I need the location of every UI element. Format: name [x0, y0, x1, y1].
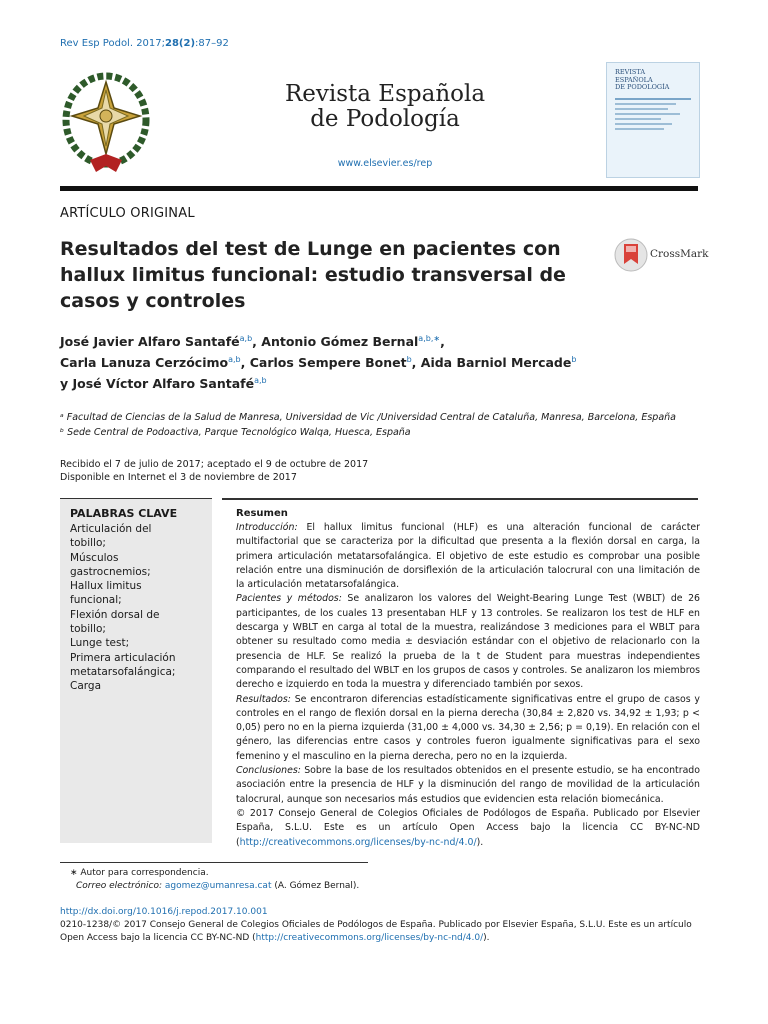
- author-name: Aida Barniol Mercade: [420, 355, 572, 371]
- section-label: Introducción:: [236, 522, 298, 533]
- header-divider: [60, 186, 698, 191]
- author-name: José Javier Alfaro Santafé: [60, 334, 240, 350]
- abstract-copyright: [236, 807, 700, 850]
- keyword-line: tobillo;: [70, 623, 106, 636]
- section-label: Conclusiones:: [236, 765, 301, 777]
- abstract-conclusions: [236, 764, 700, 807]
- online-date: Disponible en Internet el 3 de noviembre de 2017: [60, 472, 297, 483]
- keyword-line: Flexión dorsal de: [70, 608, 160, 621]
- abstract-results: [236, 693, 700, 764]
- section-text: Se encontraron diferencias estadísticamente significativas entre el grupo de casos y controles en el rango de flexión dorsal en la pierna derecha (30,84 ± 2,820 vs. 34,92 ± 1,93; p < 0,05) pero no en la pierna izquierda (31,00 ± 4,000 vs. 34,30 ± 2,56; p = 0,19). En relación con el género, las diferencias entre casos y controles fueron igualmente significativas para el sexo femenino y el masculino en la pierna derecha, pero no en la izquierda.: [236, 693, 700, 762]
- cover-title-line2: ESPAÑOLA: [615, 75, 653, 84]
- citation-volume: 28(2): [165, 38, 196, 49]
- footnote: [60, 867, 700, 893]
- article-dates: [60, 458, 368, 484]
- author-separator: ,: [411, 355, 421, 371]
- affiliation-b: ᵇ Sede Central de Podoactiva, Parque Tecnológico Walqa, Huesca, España: [60, 427, 411, 438]
- section-label: Resultados:: [236, 693, 291, 705]
- abstract-divider: [222, 498, 698, 500]
- crossmark-icon[interactable]: [614, 238, 648, 272]
- email-owner: (A. Gómez Bernal).: [271, 881, 360, 891]
- crossmark-label[interactable]: CrossMark: [650, 248, 709, 260]
- article-title: Resultados del test de Lunge en pacientes con hallux limitus funcional: estudio transversal de casos y controles: [60, 238, 566, 312]
- cover-title-line3: DE PODOLOGÍA: [615, 83, 670, 91]
- keywords-list: [70, 522, 210, 694]
- section-text: Se analizaron los valores del Weight-Bearing Lunge Test (WBLT) de 26 participantes, de los cuales 13 presentaban HLF y 13 controles. Se realizaron los test de HLF en descarga y WBLT en carga al total de la muestra, realizándose 3 mediciones para el WBLT para obtener su resultado como media ± desviación estándar con el objetivo de relacionarlo con la presencia de HLF. Se realizó la prueba de la t de Student para muestras independientes comparando el resultado del WBLT en los grupos de casos y controles. Se analizaron los miembros derecho e izquierdo en toda la muestra y diferenciado también por sexos.: [236, 593, 701, 691]
- section-label: Pacientes y métodos:: [236, 593, 342, 605]
- society-emblem-logo: [60, 68, 152, 176]
- author-separator: ,: [440, 334, 445, 350]
- section-text: El hallux limitus funcional (HLF) es una alteración funcional de carácter multifactorial que se caracteriza por la dificultad que presenta a la flexión dorsal en carga, la primera articulación metatarsofalángica. El objetivo de este estudio es comprobar una posible relación entre una disminución de dorsiflexión de la articulación talocrural con una limitación de la articulación metatarsofalángica.: [236, 522, 700, 591]
- email-link[interactable]: agomez@umanresa.cat: [164, 881, 272, 891]
- author-name: Antonio Gómez Bernal: [261, 334, 419, 350]
- received-date: Recibido el 7 de julio de 2017; aceptado el 9 de octubre de 2017: [60, 459, 369, 470]
- author-name: Carlos Sempere Bonet: [249, 355, 407, 371]
- keyword-line: gastrocnemios;: [70, 565, 151, 578]
- journal-title-line2: de Podología: [310, 106, 460, 132]
- keyword-line: Articulación del: [70, 523, 152, 535]
- journal-citation: [60, 38, 229, 49]
- author-name: Carla Lanuza Cerzócimo: [60, 355, 229, 371]
- affiliations: [60, 410, 710, 440]
- footnote-divider: [60, 862, 368, 863]
- article-type: ARTÍCULO ORIGINAL: [60, 206, 195, 221]
- author-affil[interactable]: a,b: [239, 334, 253, 343]
- abstract-introduction: [236, 521, 700, 592]
- citation-journal: Rev Esp Podol. 2017;: [60, 38, 166, 49]
- author-name: y José Víctor Alfaro Santafé: [60, 376, 255, 392]
- section-text: Sobre la base de los resultados obtenidos en el presente estudio, se ha encontrado asociación entre la presencia de HLF y la disminución del rango de movilidad de la articulación talocrural, aunque son necesarios más estudios que evidencien esta relación biomecánica.: [236, 765, 700, 805]
- keyword-line: tobillo;: [70, 537, 106, 550]
- abstract-body: [236, 521, 700, 850]
- author-affil[interactable]: a,b: [228, 355, 241, 365]
- abstract-methods: [236, 592, 700, 692]
- keyword-line: Lunge test;: [70, 637, 130, 650]
- keyword-line: Hallux limitus: [70, 580, 142, 593]
- keyword-line: metatarsofalángica;: [70, 665, 176, 678]
- journal-title: [200, 82, 570, 132]
- article-footer: [60, 906, 710, 945]
- author-affil[interactable]: a,b: [254, 376, 267, 386]
- author-affil[interactable]: b: [571, 355, 577, 365]
- keyword-line: funcional;: [70, 594, 122, 607]
- license-footer-link[interactable]: http://creativecommons.org/licenses/by-nc-nd/4.0/: [255, 933, 484, 943]
- affiliation-a: ᵃ Facultad de Ciencias de la Salud de Manresa, Universidad de Vic /Universidad Central de Cataluña, Manresa, Barcelona, España: [60, 412, 676, 423]
- email-label: Correo electrónico:: [76, 881, 163, 891]
- journal-cover-thumbnail: [606, 62, 700, 178]
- author-separator: ,: [252, 334, 262, 350]
- keyword-line: Primera articulación: [70, 651, 176, 664]
- license-footer: [60, 919, 710, 945]
- keywords-heading: PALABRAS CLAVE: [70, 507, 178, 520]
- email-line: [60, 880, 700, 893]
- license-link[interactable]: http://creativecommons.org/licenses/by-nc-nd/4.0/: [239, 836, 477, 848]
- journal-title-line1: Revista Española: [284, 81, 486, 107]
- copyright-text: © 2017 Consejo General de Colegios Oficiales de Podólogos de España. Publicado por Elsevier España, S.L.U. Este es un artículo Open Access bajo la licencia CC BY-NC-ND (: [236, 807, 700, 848]
- correspondence-note: ∗ Autor para correspondencia.: [70, 868, 209, 878]
- keyword-line: Músculos: [70, 551, 119, 564]
- journal-url-link[interactable]: www.elsevier.es/rep: [337, 158, 433, 169]
- citation-pages: :87–92: [195, 38, 229, 49]
- author-list: [60, 330, 700, 393]
- author-affil[interactable]: b: [406, 355, 412, 365]
- copyright-end: ).: [476, 836, 484, 848]
- license-text: 0210-1238/© 2017 Consejo General de Colegios Oficiales de Podólogos de España. Publicado por Elsevier España, S.L.U. Este es un artículo Open Access bajo la licencia CC BY-NC-ND (: [60, 920, 692, 943]
- doi-link[interactable]: http://dx.doi.org/10.1016/j.repod.2017.10.001: [60, 907, 268, 917]
- license-end: ).: [483, 933, 490, 943]
- keyword-line: Carga: [70, 680, 101, 693]
- author-separator: ,: [240, 355, 250, 371]
- cover-title-line1: REVISTA: [615, 68, 646, 76]
- author-affil[interactable]: a,b,∗: [418, 334, 441, 343]
- abstract-heading: Resumen: [236, 508, 288, 519]
